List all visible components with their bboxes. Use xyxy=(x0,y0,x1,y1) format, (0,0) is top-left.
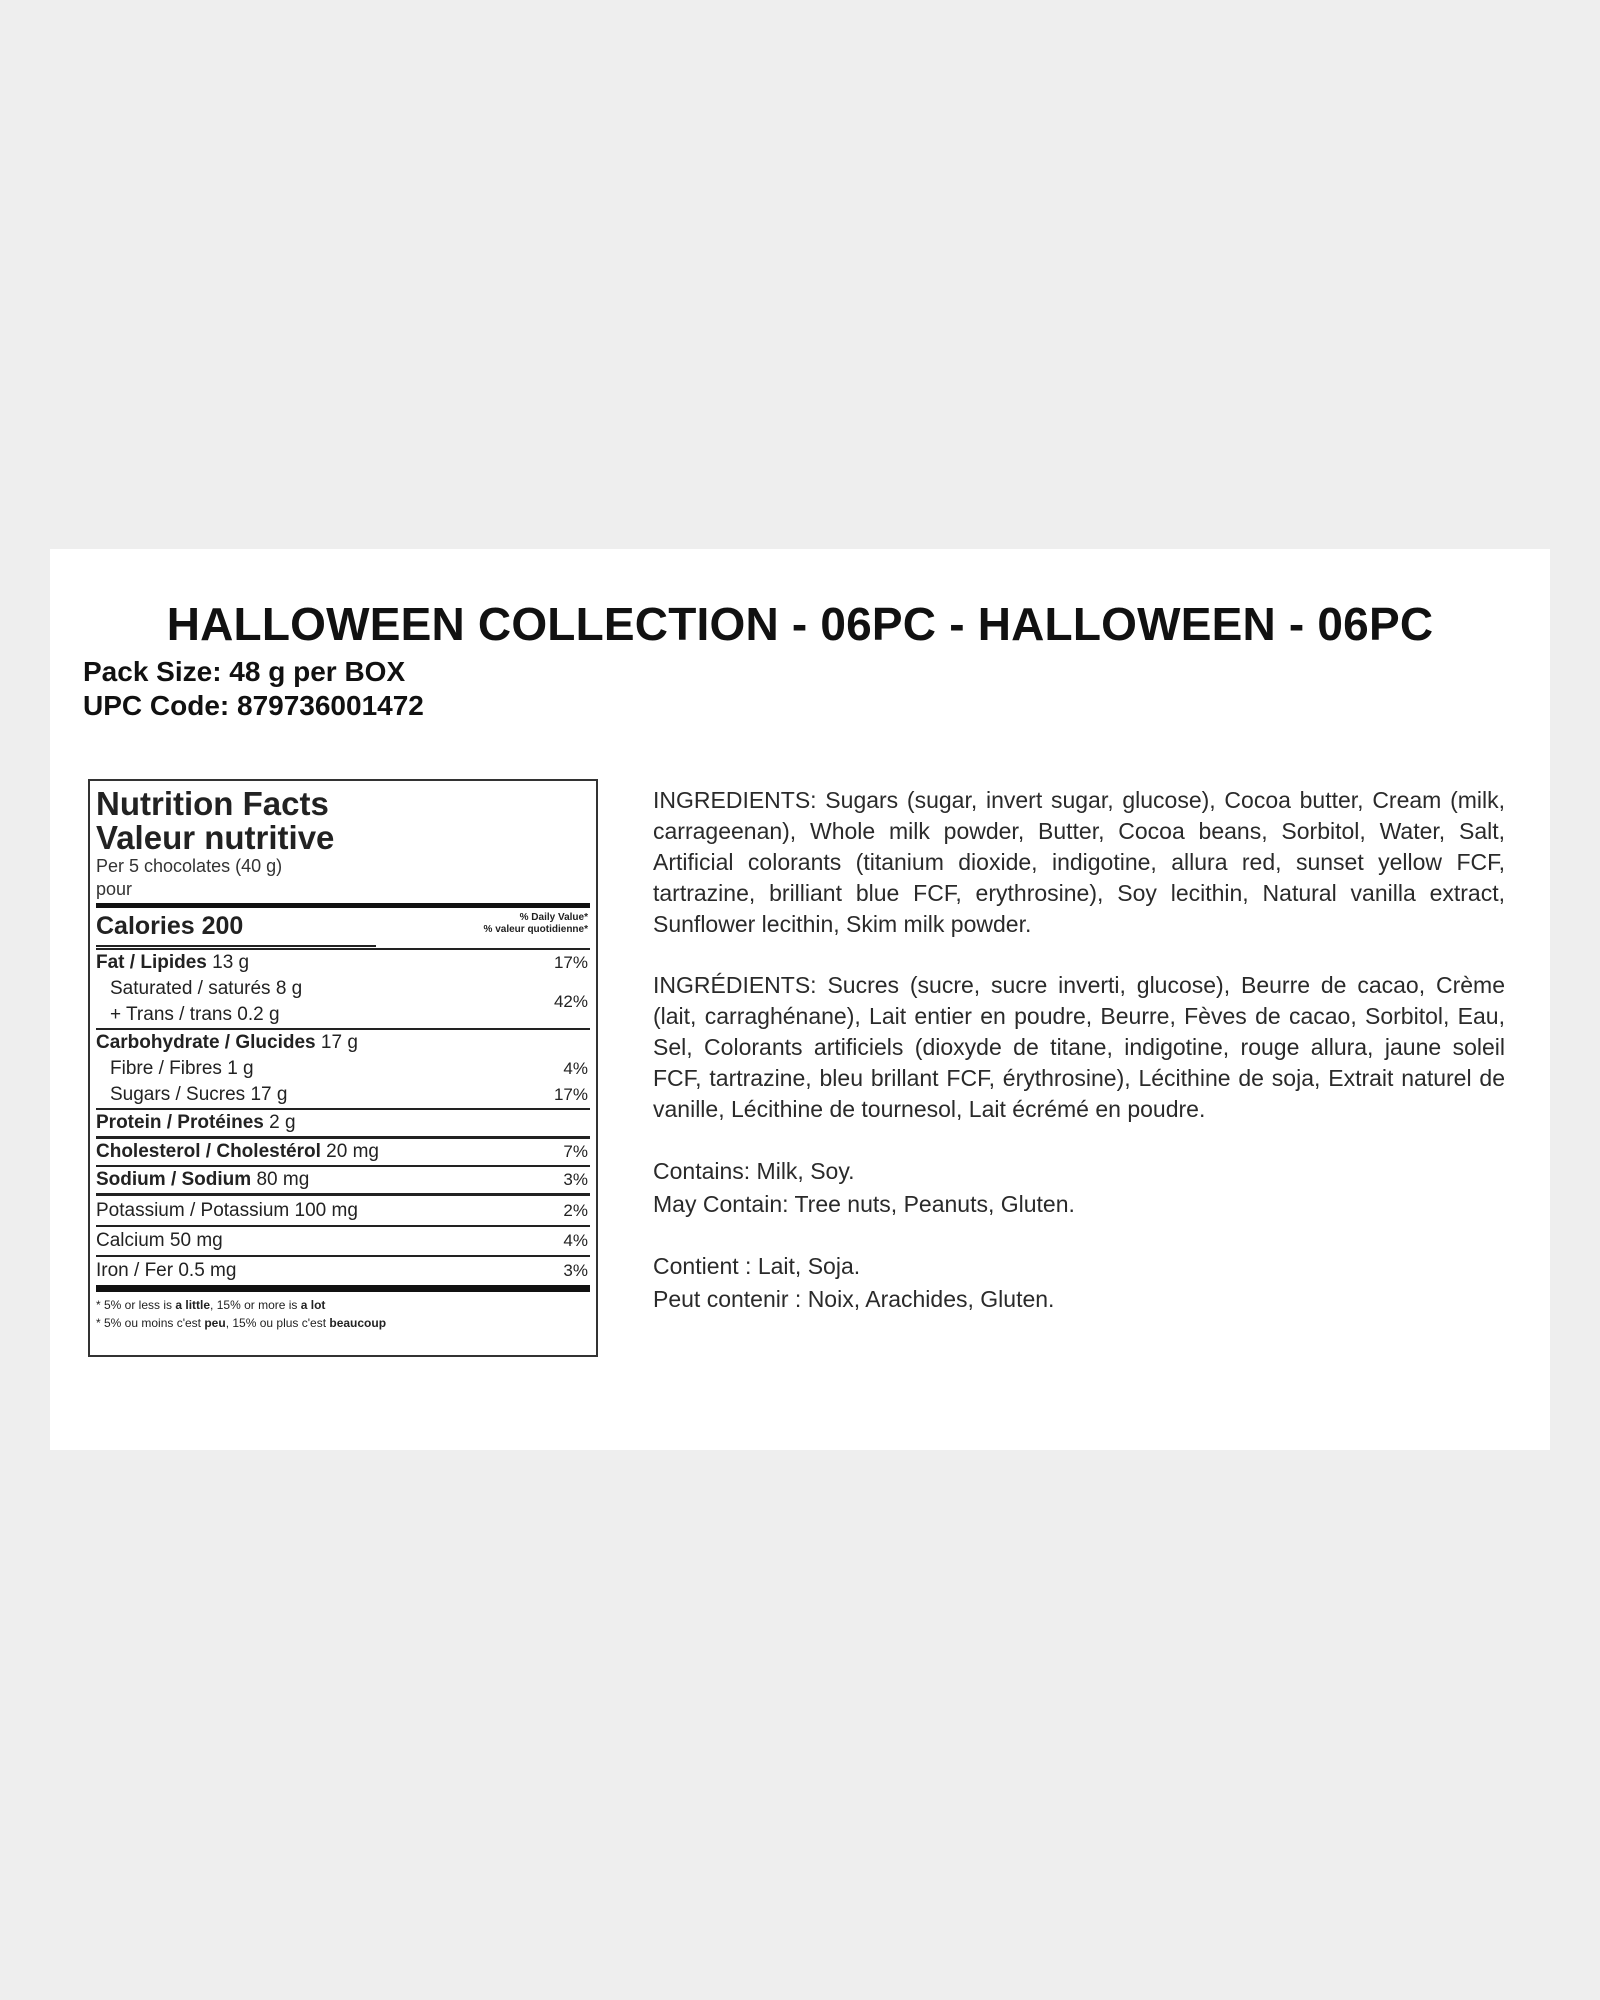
product-info-card xyxy=(50,549,1550,1450)
footnote-fr-part1: * 5% ou moins c'est xyxy=(96,1316,205,1330)
footnote-fr-peu: peu xyxy=(204,1316,226,1330)
carb-group xyxy=(96,1028,590,1108)
product-title: HALLOWEEN COLLECTION - 06PC - HALLOWEEN - 06PC xyxy=(166,598,1434,650)
pack-info xyxy=(83,655,424,723)
may-contain-en: May Contain: Tree nuts, Peanuts, Gluten. xyxy=(653,1191,1075,1217)
carb-value: 17 g xyxy=(320,1032,358,1053)
calcium-pct: 4% xyxy=(563,1231,588,1250)
ingredients-fr: INGRÉDIENTS: Sucres (sucre, sucre inverti, glucose), Beurre de cacao, Crème (lait, carraghénane), Lait entier en poudre, Beurre, Fèves de cacao, Sorbitol, Eau, Sel, Colorants artificiels (dioxyde de titane, indigotine, rouge allura, jaune soleil FCF, tartrazine, bleu brillant FCF, érythrosine), Lécithine de soja, Extrait naturel de vanille, Lécithine de tournesol, Lait écrémé en poudre. xyxy=(653,972,1505,1122)
fat-row xyxy=(96,950,590,976)
trans-row xyxy=(96,1002,590,1028)
calcium-label: Calcium 50 mg xyxy=(96,1230,223,1251)
footnote-fr xyxy=(96,1314,590,1332)
fat-pct: 17% xyxy=(553,953,588,972)
sodium-value: 80 mg xyxy=(256,1169,310,1190)
potassium-row xyxy=(96,1196,590,1225)
sugars-label: Sugars / Sucres 17 g xyxy=(110,1084,288,1105)
sugars-pct: 17% xyxy=(553,1085,588,1104)
daily-value-header-fr: % valeur quotidienne* xyxy=(483,924,588,935)
iron-label: Iron / Fer 0.5 mg xyxy=(96,1260,237,1281)
fat-group xyxy=(96,948,590,1028)
sugars-row xyxy=(96,1082,590,1108)
saturated-label: Saturated / saturés 8 g xyxy=(110,978,303,999)
footnote-en-part1: * 5% or less is xyxy=(96,1298,176,1312)
cholesterol-label: Cholesterol / Cholestérol xyxy=(96,1141,321,1162)
protein-row xyxy=(96,1110,590,1136)
contains-fr: Contient : Lait, Soja. xyxy=(653,1253,861,1279)
footnote-en xyxy=(96,1296,590,1314)
ingredients-en: INGREDIENTS: Sugars (sugar, invert sugar, glucose), Cocoa butter, Cream (milk, carrageenan), Whole milk powder, Butter, Cocoa beans, Sorbitol, Water, Salt, Artificial colorants (titanium dioxide, indigotine, allura red, sunset yellow FCF, tartrazine, brilliant blue FCF, erythrosine), Soy lecithin, Natural vanilla extract, Sunflower lecithin, Skim milk powder. xyxy=(653,787,1505,937)
footnote-fr-part3: , 15% ou plus c'est xyxy=(225,1316,330,1330)
fibre-label: Fibre / Fibres 1 g xyxy=(110,1058,254,1079)
protein-value: 2 g xyxy=(269,1112,296,1133)
calories-label: Calories 200 xyxy=(96,912,244,940)
saturated-row xyxy=(96,976,590,1011)
serving-size-fr: pour xyxy=(96,879,133,899)
nutrition-title-en: Nutrition Facts xyxy=(96,785,329,822)
calcium-row xyxy=(96,1227,590,1255)
nutrition-facts-table xyxy=(88,779,598,1357)
footer-divider xyxy=(96,1285,590,1292)
carb-row xyxy=(96,1030,590,1056)
iron-group xyxy=(96,1255,590,1285)
carb-label: Carbohydrate / Glucides xyxy=(96,1032,316,1053)
potassium-label: Potassium / Potassium 100 mg xyxy=(96,1200,358,1221)
cholesterol-group xyxy=(96,1136,590,1165)
fat-label: Fat / Lipides xyxy=(96,952,207,973)
daily-value-header xyxy=(484,912,588,936)
sodium-label: Sodium / Sodium xyxy=(96,1169,252,1190)
calcium-group xyxy=(96,1225,590,1255)
calories-row xyxy=(96,908,590,948)
potassium-pct: 2% xyxy=(563,1201,588,1220)
upc-code: UPC Code: 879736001472 xyxy=(83,690,424,721)
protein-group xyxy=(96,1108,590,1136)
footnote-en-lot: a lot xyxy=(300,1298,326,1312)
serving-size: Per 5 chocolates (40 g) xyxy=(96,856,283,876)
trans-label: + Trans / trans 0.2 g xyxy=(110,1004,280,1025)
allergens-fr xyxy=(653,1250,1505,1316)
footnote-en-part3: , 15% or more is xyxy=(210,1298,301,1312)
pack-size: Pack Size: 48 g per BOX xyxy=(83,656,406,687)
may-contain-fr: Peut contenir : Noix, Arachides, Gluten. xyxy=(653,1286,1055,1312)
footnote-en-little: a little xyxy=(175,1298,211,1312)
cholesterol-pct: 7% xyxy=(563,1142,588,1161)
iron-row xyxy=(96,1257,590,1285)
fibre-row xyxy=(96,1056,590,1082)
iron-pct: 3% xyxy=(563,1261,588,1280)
sodium-row xyxy=(96,1167,590,1193)
protein-label: Protein / Protéines xyxy=(96,1112,264,1133)
cholesterol-row xyxy=(96,1139,590,1165)
potassium-group xyxy=(96,1193,590,1225)
contains-en: Contains: Milk, Soy. xyxy=(653,1158,855,1184)
footnote-fr-beaucoup: beaucoup xyxy=(329,1316,387,1330)
allergens-en xyxy=(653,1155,1505,1221)
fat-value: 13 g xyxy=(212,952,250,973)
calories-underline xyxy=(96,945,376,947)
ingredients-section xyxy=(653,785,1505,1345)
nutrition-title-fr: Valeur nutritive xyxy=(96,819,335,856)
sodium-pct: 3% xyxy=(563,1170,588,1189)
cholesterol-value: 20 mg xyxy=(326,1141,379,1162)
sodium-group xyxy=(96,1165,590,1193)
fibre-pct: 4% xyxy=(563,1059,588,1078)
daily-value-header-en: % Daily Value* xyxy=(519,912,588,923)
sat-trans-pct: 42% xyxy=(553,992,588,1011)
